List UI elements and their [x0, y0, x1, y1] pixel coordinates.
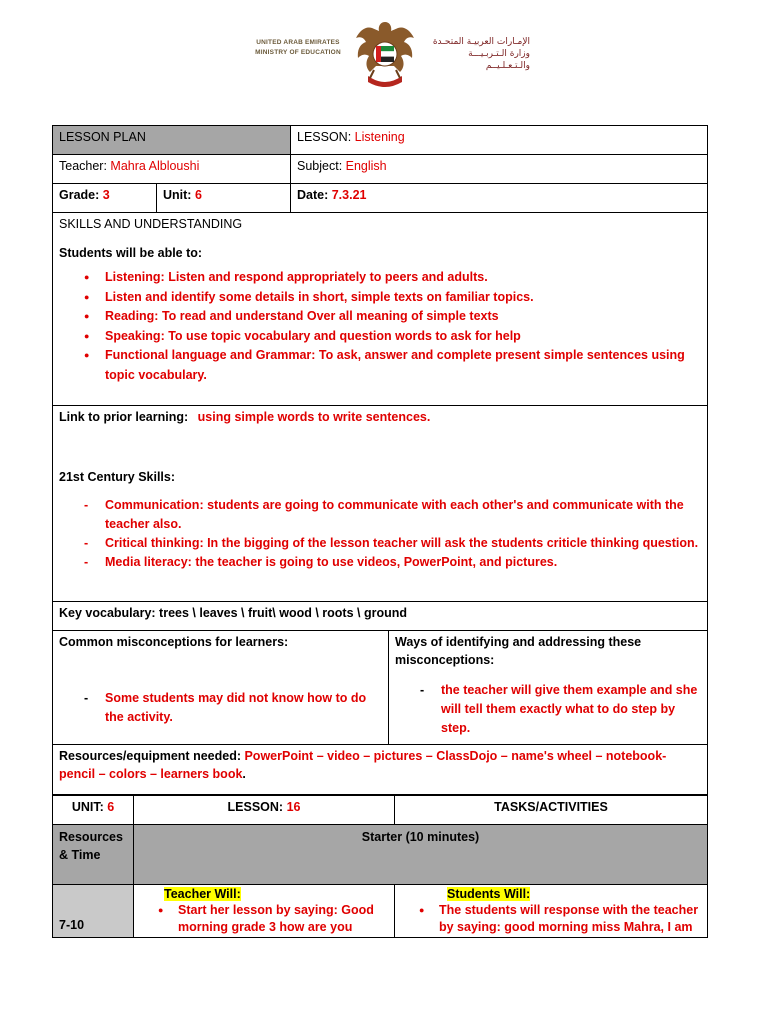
lesson-cell: [291, 126, 708, 155]
time-value: 7-10: [59, 918, 85, 932]
skills-cell: [53, 213, 708, 406]
lesson-plan-title-cell: [53, 126, 291, 155]
ministry-header: [240, 16, 530, 92]
unit-value: 6: [194, 188, 202, 202]
prior-learning-cell: [53, 406, 708, 602]
schedule-unit-cell: [53, 796, 134, 825]
lesson-plan-label: LESSON PLAN: [59, 130, 146, 144]
starter-label: Starter (10 minutes): [361, 830, 480, 844]
subject-label: Subject:: [297, 159, 346, 173]
misconceptions-list: [59, 689, 382, 727]
century-skill-item: - Critical thinking: In the bigging of the lesson teacher will ask the students criticle thinking question.: [105, 534, 701, 553]
grade-value: 3: [102, 188, 110, 202]
teacher-cell: [53, 155, 291, 184]
unit-cell: [157, 184, 291, 213]
header-en-line2: MINISTRY OF EDUCATION: [255, 49, 341, 56]
lesson-label: LESSON:: [297, 130, 355, 144]
header-ar-line2: وزارة الـتـربـيـــة والـتـعـلـيــم: [468, 49, 530, 71]
ways-item: - the teacher will give them example and she will tell them exactly what to do step by step.: [441, 681, 701, 738]
vocabulary-cell: [53, 602, 708, 631]
students-will-item: ● The students will response with the teacher by saying: good morning miss Mahra, I am: [439, 902, 701, 935]
objectives-list: [59, 268, 701, 385]
teacher-will-label: Teacher Will:: [164, 887, 241, 901]
century-skill-item: - Communication: students are going to communicate with each other's and communicate with the teacher also.: [105, 496, 701, 534]
teacher-label: Teacher:: [59, 159, 111, 173]
uae-falcon-emblem-icon: [352, 18, 418, 90]
resources-label: Resources/equipment needed:: [59, 749, 245, 763]
resources-cell: [53, 745, 708, 795]
vocab-label: Key vocabulary:: [59, 606, 160, 620]
grade-cell: [53, 184, 157, 213]
misconception-item: - Some students may did not know how to do the activity.: [105, 689, 382, 727]
teacher-will-item: ● Start her lesson by saying: Good morning grade 3 how are you: [178, 902, 388, 935]
schedule-table: [52, 795, 708, 938]
students-will-list: [401, 902, 701, 935]
resources-end: .: [242, 767, 246, 781]
vocab-value: trees \ leaves \ fruit\ wood \ roots \ ground: [159, 606, 408, 620]
header-en-line1: UNITED ARAB EMIRATES: [256, 39, 340, 46]
students-will-cell: [395, 885, 708, 938]
ways-label: Ways of identifying and addressing these misconceptions:: [395, 635, 642, 667]
misconceptions-label: Common misconceptions for learners:: [59, 635, 289, 649]
students-will-label: Students Will:: [447, 887, 531, 901]
header-english: [248, 38, 348, 58]
prior-label: Link to prior learning:: [59, 410, 189, 424]
grade-label: Grade:: [59, 188, 103, 202]
misconceptions-cell: [53, 631, 389, 745]
starter-cell: [134, 825, 708, 885]
ways-cell: [389, 631, 708, 745]
teacher-value: Mahra Albloushi: [110, 159, 200, 173]
teacher-will-cell: [134, 885, 395, 938]
objective-item: ● Reading: To read and understand Over all meaning of simple texts: [105, 307, 701, 327]
header-ar-line1: الإمـارات العربيـة المتحـدة: [432, 37, 530, 47]
time-cell: [53, 885, 134, 938]
lesson-value: Listening: [354, 130, 405, 144]
schedule-unit-value: 6: [107, 800, 115, 814]
prior-value: using simple words to write sentences.: [197, 410, 431, 424]
date-cell: [291, 184, 708, 213]
date-label: Date:: [297, 188, 332, 202]
tasks-activities-label: TASKS/ACTIVITIES: [494, 800, 608, 814]
subject-cell: [291, 155, 708, 184]
ways-list: [395, 681, 701, 738]
century-heading: 21st Century Skills:: [59, 470, 176, 484]
header-arabic: [426, 36, 530, 72]
resources-value: PowerPoint – video – pictures – ClassDojo – name's wheel – notebook- pencil – colors – learners book: [59, 749, 667, 781]
schedule-lesson-value: 16: [286, 800, 301, 814]
students-able-text: Students will be able to:: [59, 246, 203, 260]
objective-item: ● Speaking: To use topic vocabulary and question words to ask for help: [105, 327, 701, 347]
objective-item: ● Listen and identify some details in short, simple texts on familiar topics.: [105, 288, 701, 308]
resources-time-label: Resources & Time: [59, 830, 123, 862]
subject-value: English: [345, 159, 387, 173]
century-skill-item: - Media literacy: the teacher is going to use videos, PowerPoint, and pictures.: [105, 553, 701, 572]
schedule-unit-label: UNIT:: [71, 800, 108, 814]
objective-item: ● Functional language and Grammar: To ask, answer and complete present simple sentences using topic vocabulary.: [105, 346, 701, 385]
century-skills-list: [59, 496, 701, 572]
schedule-lesson-label: LESSON:: [227, 800, 287, 814]
tasks-activities-cell: [395, 796, 708, 825]
resources-time-cell: [53, 825, 134, 885]
unit-label: Unit:: [163, 188, 195, 202]
lesson-plan-table: [52, 125, 708, 795]
date-value: 7.3.21: [331, 188, 367, 202]
objective-item: ● Listening: Listen and respond appropriately to peers and adults.: [105, 268, 701, 288]
schedule-lesson-cell: [134, 796, 395, 825]
skills-heading: SKILLS AND UNDERSTANDING: [59, 217, 243, 231]
teacher-will-list: [140, 902, 388, 935]
